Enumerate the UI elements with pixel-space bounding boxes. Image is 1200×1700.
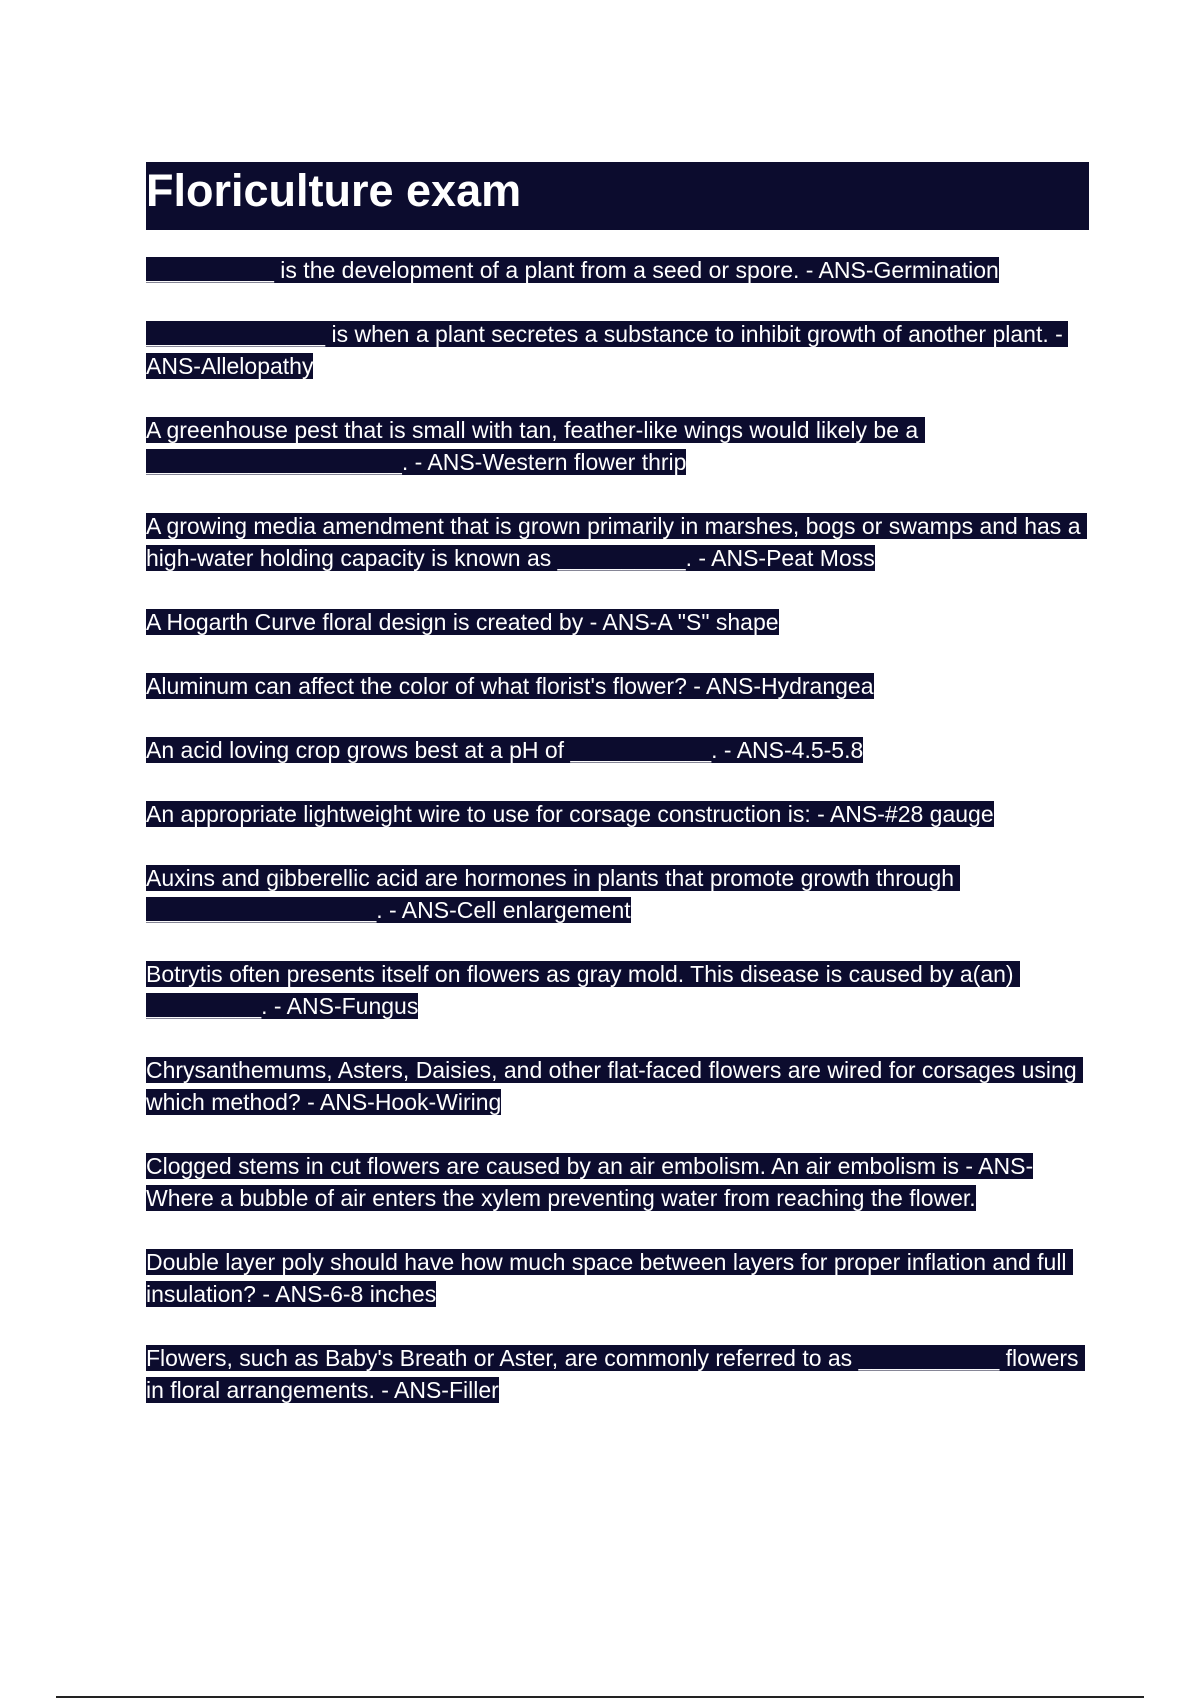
question-item xyxy=(146,510,1089,574)
question-item xyxy=(146,414,1089,478)
question-text: Chrysanthemums, Asters, Daisies, and other flat-faced flowers are wired for corsages using which method? - ANS-Hook-Wiring xyxy=(146,1057,1084,1115)
question-text: A greenhouse pest that is small with tan, feather-like wings would likely be a ____________________. - ANS-Western flower thrip xyxy=(146,417,925,475)
question-item xyxy=(146,1150,1089,1214)
question-item xyxy=(146,958,1089,1022)
question-item xyxy=(146,1246,1089,1310)
question-text: __________ is the development of a plant from a seed or spore. - ANS-Germination xyxy=(146,257,999,283)
question-item xyxy=(146,606,1089,638)
question-list xyxy=(146,254,1089,1406)
question-item xyxy=(146,862,1089,926)
question-item xyxy=(146,318,1089,382)
question-item xyxy=(146,254,1089,286)
question-text: Aluminum can affect the color of what florist's flower? - ANS-Hydrangea xyxy=(146,673,874,699)
question-text: An acid loving crop grows best at a pH of ___________. - ANS-4.5-5.8 xyxy=(146,737,864,763)
question-text: Double layer poly should have how much space between layers for proper inflation and full insulation? - ANS-6-8 inches xyxy=(146,1249,1073,1307)
question-text: Botrytis often presents itself on flowers as gray mold. This disease is caused by a(an) _________. - ANS-Fungus xyxy=(146,961,1020,1019)
question-text: A Hogarth Curve floral design is created by - ANS-A "S" shape xyxy=(146,609,779,635)
question-text: Flowers, such as Baby's Breath or Aster, are commonly referred to as ___________ flowers in floral arrangements. - ANS-Filler xyxy=(146,1345,1085,1403)
question-text: An appropriate lightweight wire to use for corsage construction is: - ANS-#28 gauge xyxy=(146,801,994,827)
question-item xyxy=(146,734,1089,766)
document-title: Floriculture exam xyxy=(146,165,522,216)
page-bottom-rule xyxy=(56,1696,1144,1698)
title-bar xyxy=(146,162,1089,230)
question-item xyxy=(146,1054,1089,1118)
document-page xyxy=(146,162,1089,1438)
question-text: Auxins and gibberellic acid are hormones in plants that promote growth through __________________. - ANS-Cell enlargement xyxy=(146,865,961,923)
question-text: A growing media amendment that is grown primarily in marshes, bogs or swamps and has a high-water holding capacity is known as __________. - ANS-Peat Moss xyxy=(146,513,1087,571)
question-text: Clogged stems in cut flowers are caused by an air embolism. An air embolism is - ANS-Where a bubble of air enters the xylem preventing water from reaching the flower. xyxy=(146,1153,1034,1211)
question-item xyxy=(146,1342,1089,1406)
question-text: ______________ is when a plant secretes a substance to inhibit growth of another plant. - ANS-Allelopathy xyxy=(146,321,1068,379)
question-item xyxy=(146,670,1089,702)
question-item xyxy=(146,798,1089,830)
